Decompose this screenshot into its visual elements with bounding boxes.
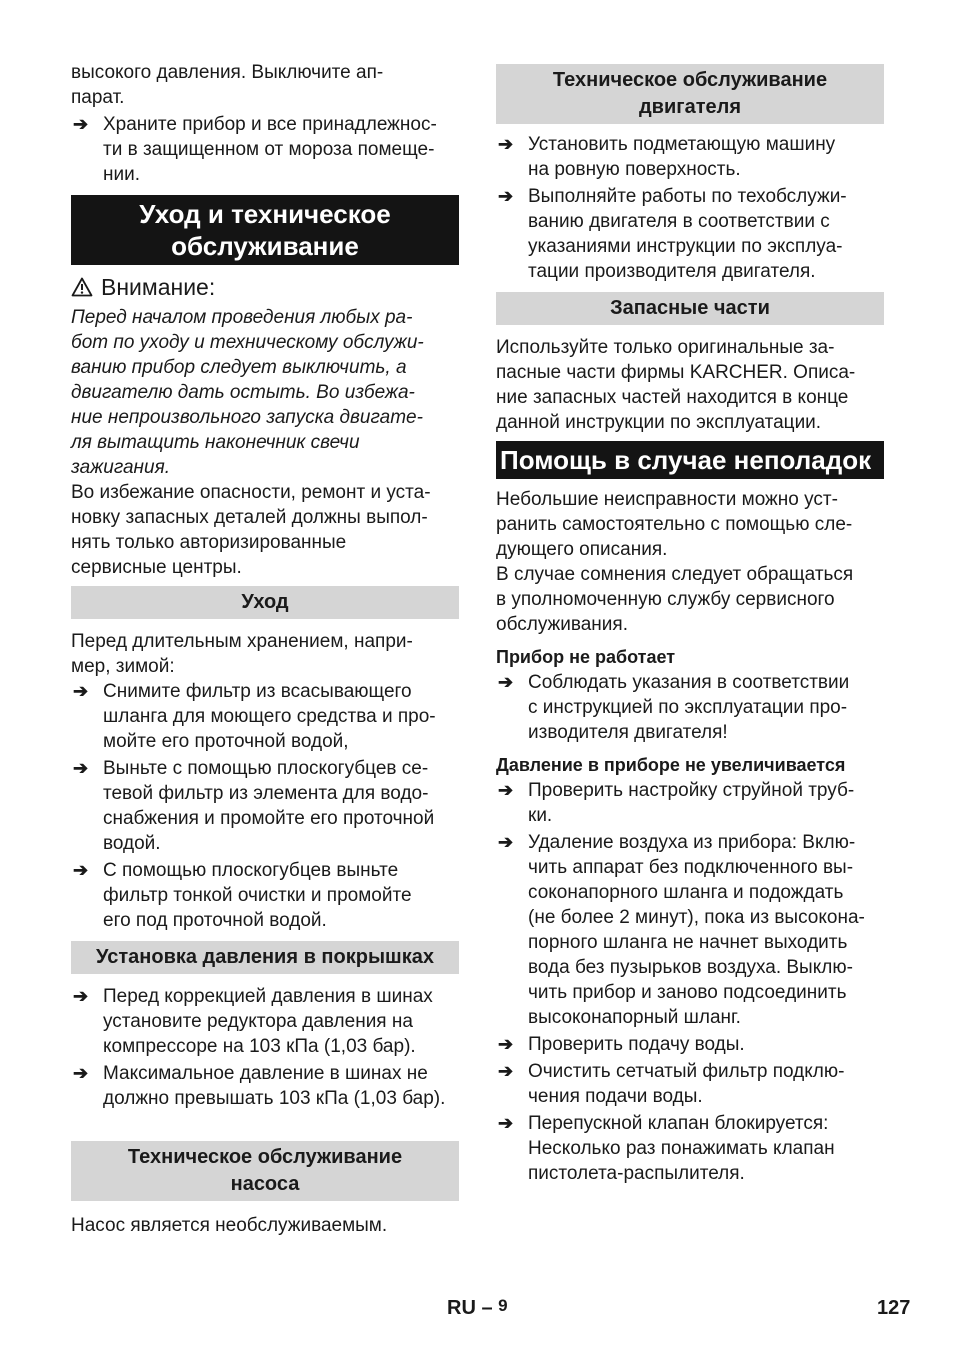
- section-heading-tire: Установка давления в покрышках: [71, 941, 459, 974]
- arrow-right-icon: ➔: [498, 1034, 514, 1054]
- parts-text: Используйте только оригинальные за- пасные части фирмы KARCHER. Описа- ние запасных частей находится в конце данной инструкции по эксплуатации.: [496, 337, 856, 433]
- section-heading-help: Помощь в случае неполадок: [496, 441, 884, 479]
- arrow-right-icon: ➔: [498, 832, 514, 852]
- list-item: ➔ Снимите фильтр из всасывающего шланга для моющего средства и про- мойте его проточной водой,: [73, 681, 436, 752]
- arrow-right-icon: ➔: [498, 186, 514, 206]
- warning-triangle-icon: [71, 277, 93, 297]
- section-heading-care: Уход и техническое обслуживание: [71, 195, 459, 265]
- footer-section-label: RU – 9: [447, 1296, 508, 1319]
- intro-text: высокого давления. Выключите ап- парат.: [71, 62, 384, 108]
- list-item: ➔ Выполняйте работы по техобслужи- ванию двигателя в соответствии с указаниями инструкции по эксплуа- тации производителя двигателя.: [498, 186, 847, 282]
- section-heading-care-sub: Уход: [71, 586, 459, 619]
- arrow-right-icon: ➔: [73, 1063, 89, 1083]
- arrow-right-icon: ➔: [73, 758, 89, 778]
- help-text-2: В случае сомнения следует обращаться в уполномоченную службу сервисного обслуживания.: [496, 564, 854, 635]
- warning-label: Внимание:: [71, 273, 459, 301]
- arrow-right-icon: ➔: [498, 1061, 514, 1081]
- list-item: ➔ Проверить настройку струйной труб- ки.: [498, 780, 855, 826]
- list-item: ➔ Удаление воздуха из прибора: Вклю- чить аппарат без подключенного вы- соконапорного шланга и подождать (не более 2 минут), пока из высокона- порного шланга не начнет выходить вода без пузырьков воздуха. Выклю- чить прибор и заново подсоединить высоконапорный шланг.: [498, 832, 865, 1028]
- left-column: [71, 60, 459, 1238]
- list-item: ➔ Установить подметающую машину на ровную поверхность.: [498, 134, 836, 180]
- subheading-not-working: Прибор не работает: [496, 647, 676, 667]
- list-item: ➔ Перепускной клапан блокируется: Несколько раз понажимать клапан пистолета-распылителя.: [498, 1113, 835, 1184]
- arrow-right-icon: ➔: [498, 134, 514, 154]
- section-heading-pump: Техническое обслуживание насоса: [71, 1141, 459, 1201]
- list-item: ➔ Максимальное давление в шинах не должно превышать 103 кПа (1,03 бар).: [73, 1063, 446, 1109]
- page-number: 127: [877, 1297, 911, 1319]
- list-item: ➔ Проверить подачу воды.: [498, 1034, 745, 1055]
- subheading-pressure: Давление в приборе не увеличивается: [496, 755, 846, 775]
- warning-text: Во избежание опасности, ремонт и уста- новку запасных деталей должны выпол- нять только авторизированные сервисные центры.: [71, 482, 431, 578]
- arrow-right-icon: ➔: [73, 681, 89, 701]
- arrow-right-icon: ➔: [498, 1113, 514, 1133]
- list-item: ➔ Храните прибор и все принадлежнос- ти в защищенном от мороза помеще- нии.: [73, 114, 437, 185]
- list-item: ➔ Выньте с помощью плоскогубцев се- тевой фильтр из элемента для водо- снабжения и промойте его проточной водой.: [73, 758, 435, 854]
- warning-italic-text: Перед началом проведения любых ра- бот по уходу и техническому обслужи- ванию прибор следует выключить, а двигателю дать остыть. Во избежа- ние непроизвольного запуска двигате- ля вытащить наконечник свечи зажигания.: [71, 307, 424, 478]
- arrow-right-icon: ➔: [73, 114, 89, 134]
- arrow-right-icon: ➔: [73, 986, 89, 1006]
- list-item: ➔ Перед коррекцией давления в шинах установите редуктора давления на компрессоре на 103 кПа (1,03 бар).: [73, 986, 433, 1057]
- list-item: ➔ С помощью плоскогубцев выньте фильтр тонкой очистки и промойте его под проточной водой.: [73, 860, 412, 931]
- arrow-right-icon: ➔: [498, 780, 514, 800]
- care-intro: Перед длительным хранением, напри- мер, зимой:: [71, 631, 413, 677]
- section-heading-parts: Запасные части: [496, 292, 884, 325]
- list-item: ➔ Очистить сетчатый фильтр подклю- чения подачи воды.: [498, 1061, 845, 1107]
- footer-section-page: 9: [498, 1296, 508, 1315]
- help-text-1: Небольшие неисправности можно уст- ранить самостоятельно с помощью сле- дующего описания.: [496, 489, 853, 560]
- section-heading-engine: Техническое обслуживание двигателя: [496, 64, 884, 124]
- right-column: [496, 64, 884, 1186]
- arrow-right-icon: ➔: [73, 860, 89, 880]
- pump-text: Насос является необслуживаемым.: [71, 1215, 388, 1236]
- list-item: ➔ Соблюдать указания в соответствии с инструкцией по эксплуатации про- изводителя двигателя!: [498, 672, 850, 743]
- arrow-right-icon: ➔: [498, 672, 514, 692]
